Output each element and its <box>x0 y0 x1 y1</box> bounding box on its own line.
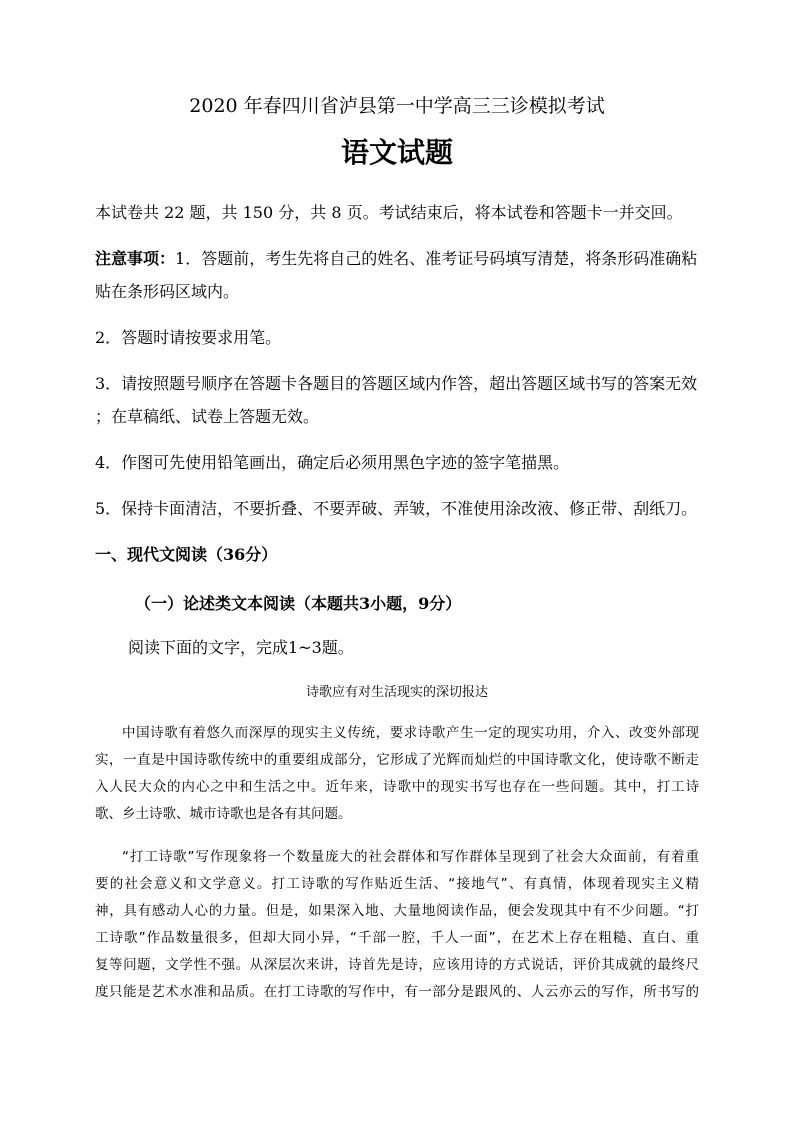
article-line: 入人民大众的内心之中和生活之中。近年来，诗歌中的现实书写也存在一些问题。其中，打工诗 <box>95 779 699 795</box>
article-paragraph-2 <box>95 844 699 1006</box>
article-line: 实，一直是中国诗歌传统中的重要组成部分，它形成了光辉而灿烂的中国诗歌文化，使诗歌不断走 <box>95 752 699 768</box>
notice-item1-line1 <box>95 245 705 273</box>
notice-intro: 本试卷共 22 题，共 150 分，共 8 页。考试结束后，将本试卷和答题卡一并交回。 <box>95 203 683 222</box>
section-heading: 一、现代文阅读（36分） <box>95 545 278 564</box>
article-line: 要的社会意义和文学意义。打工诗歌的写作贴近生活、“接地气”、有真情，体现着现实主义精 <box>95 876 699 892</box>
article-line: 工诗歌”作品数量很多，但却大同小异，“千部一腔，千人一面”，在艺术上存在粗糙、直白、重 <box>95 930 699 946</box>
notice-item1-text: 1．答题前，考生先将自己的姓名、准考证号码填写清楚，将条形码准确粘 <box>175 249 698 268</box>
article-line: 中国诗歌有着悠久而深厚的现实主义传统，要求诗歌产生一定的现实功用，介入、改变外部现 <box>122 725 699 741</box>
article-line: 神，具有感动人心的力量。但是，如果深入地、大量地阅读作品，便会发现其中有不少问题。“打 <box>95 903 699 919</box>
article-line: 复等问题，文学性不强。从深层次来讲，诗首先是诗，应该用诗的方式说话，评价其成就的最终尺 <box>95 957 699 973</box>
article-paragraph-1 <box>95 720 699 828</box>
notice-item2: 2．答题时请按要求用笔。 <box>95 328 282 347</box>
subject-title: 语文试题 <box>340 136 453 169</box>
notice-item1-line2: 贴在条形码区域内。 <box>95 282 240 301</box>
article-line: 度只能是艺术水准和品质。在打工诗歌的写作中，有一部分是跟风的、人云亦云的写作，所书写的 <box>95 984 699 1000</box>
notice-item5: 5．保持卡面清洁，不要折叠、不要弄破、弄皱，不准使用涂改液、修正带、刮纸刀。 <box>95 499 698 518</box>
article-title: 诗歌应有对生活现实的深切报达 <box>305 685 488 700</box>
exam-title: 2020 年春四川省泸县第一中学高三三诊模拟考试 <box>189 95 605 117</box>
notice-label: 注意事项： <box>95 249 176 268</box>
subsection-heading: （一）论述类文本阅读（本题共3小题，9分） <box>135 594 462 613</box>
notice-item3-line2: ；在草稿纸、试卷上答题无效。 <box>95 407 320 426</box>
notice-item4: 4．作图可先使用铅笔画出，确定后必须用黑色字迹的签字笔描黑。 <box>95 453 570 472</box>
article-line: “打工诗歌”写作现象将一个数量庞大的社会群体和写作群体呈现到了社会大众面前，有着重 <box>122 849 699 865</box>
reading-instruction: 阅读下面的文字，完成1~3题。 <box>128 638 354 657</box>
article-line: 歌、乡土诗歌、城市诗歌也是各有其问题。 <box>95 806 352 822</box>
notice-item3-line1: 3．请按照题号顺序在答题卡各题目的答题区域内作答，超出答题区域书写的答案无效 <box>95 374 698 393</box>
